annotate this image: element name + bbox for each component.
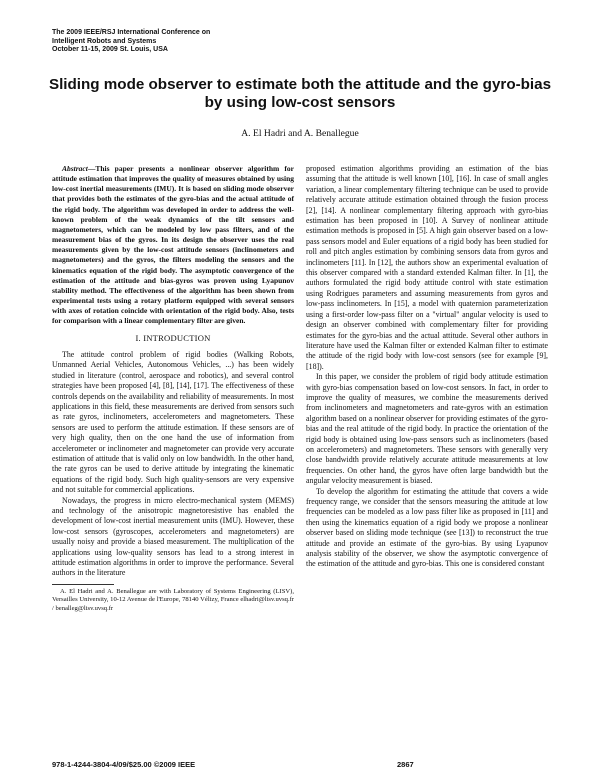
abstract-text: This paper presents a nonlinear observer algorithm for attitude estimation that improves the quality of measures obtained by using low-cost inertial measurements (IMU). It is based on sliding mode observer that provides both the estimates of the gyro-bias and the actual attitude of the rigid body. The algorithm was developed in order to address the well-known problem of the weak dynamics of the tilt sensors and magnetometers, which can be modeled by low pass filters, and of the measurement bias of the gyros. In its design the observer uses the real measurements given by the low-cost attitude sensors (inclinometers and magnetometers) and the gyros, the filters modeling the sensors and the kinematics equation of the rigid body. The asymptotic convergence of the estimation of the attitude and bias-gyros was proven using Lyapunov stability method. The effectiveness of the algorithm has been shown from experimental tests using a rotary platform equipped with several sensors with axes of rotation coincide with orientation of the rigid body. Also, tests for comparison with a linear complementary filter are given. xyxy=(52,164,294,326)
conference-line: October 11-15, 2009 St. Louis, USA xyxy=(52,46,168,54)
page-number: 2867 xyxy=(397,760,414,769)
body-paragraph: proposed estimation algorithms providing an estimation of the bias assuming that the attitude is well known [10], [16]. In case of small angles variation, a linear complementary filtering technique can be used to provide relatively accurate attitude estimation obtained through the fusion process [2], [14]. A nonlinear complementary filtering approach with gyro-bias estimation has been proposed in [10]. A Survey of nonlinear attitude estimation methods is proposed in [5]. A high gain observer based on a low-pass sensors model and Euler equations of a rigid body has been studied for roll and pitch angles estimation by combining sensors data from gyros and inclinometers [11]. In [12], the authors show an experimental evaluation of this observer compared with a standard extended Kalman filter. In [1], the authors formulated the rigid body attitude control with state estimation using Rodrigues parameters and assuming measurements from gyros and low-pass inclinometers. In [15], a model with quaternion parameterization using a first-order low-pass filter on a "virtual" angular velocity is used to design an observer combined with complementary filter for providing estimates for the gyro-bias and the actual attitude. Several other authors in literature have used the Kalman filter or extended Kalman filter to estimate the attitude of the rigid body with low-cost sensors (see for example [9], [18]). xyxy=(306,164,548,371)
author-footnote: A. El Hadri and A. Benallegue are with Laboratory of Systems Engineering (LISV), Versailles University, 10-12 Avenue de l'Europe, 78140 Vélizy, France elhadri@lisv.uvsq.fr / benalleg@lisv.uvsq.fr xyxy=(52,587,294,612)
conference-line: The 2009 IEEE/RSJ International Conference on xyxy=(52,29,211,36)
abstract-label: Abstract xyxy=(62,164,88,173)
conference-line: Intelligent Robots and Systems xyxy=(52,37,157,45)
body-paragraph: To develop the algorithm for estimating the attitude that covers a wide frequency range, we consider that the sensors measuring the attitude at low frequencies can be modeled as a low pass filter like as proposed in [11] and then using the kinematics equation of a rigid body we propose a nonlinear observer based on sliding mode technique (see [13]) to reconstruct the true attitude and provide an estimate of the gyro-bias. By using Lyapunov analysis stability of the observer, we show the asymptotic convergence of the estimation of the attitude and gyro-bias. This one is considered constant xyxy=(306,486,548,569)
paper-title: Sliding mode observer to estimate both the attitude and the gyro-bias by using low-cost sensors xyxy=(48,76,552,111)
isbn-copyright: 978-1-4244-3804-4/09/$25.00 ©2009 IEEE xyxy=(52,760,196,769)
body-paragraph: Nowadays, the progress in micro electro-mechanical system (MEMS) and technology of the anisotropic magnetoresistive has enabled the development of low-cost inertial measurement units (IMU). However, these low-cost sensors (gyroscopes, accelerometers and magnetometers) are usually noisy and provide a biased measurement. The multiplication of the applications using low-quality sensors has lead to a strong interest in attitude estimation algorithms in order to improve the performance. Several authors in the literature xyxy=(52,495,294,578)
footnote-rule xyxy=(52,584,114,585)
right-column xyxy=(306,164,548,570)
left-column xyxy=(52,164,294,613)
section-heading: I. INTRODUCTION xyxy=(135,332,211,343)
body-paragraph: In this paper, we consider the problem of rigid body attitude estimation with gyro-bias compensation based on low-cost sensors. In fact, in order to improve the quality of measures, we combine the measurements derived from inclinometers and magnetometers and rate-gyros with an estimation algorithm based on a nonlinear observer for providing estimates of the gyro-bias and the real attitude of the rigid body. In practice the orientation of the rigid body is obtained using low-pass sensors such as inclinometers (based on accelerometers) and magnetometers. These sensors with generally very close bandwidth provide relatively accurate attitude measurements at low frequencies. On other hand, the gyros have often large bandwidth but the angular velocity measurement is biased. xyxy=(306,372,548,486)
body-paragraph: The attitude control problem of rigid bodies (Walking Robots, Unmanned Aerial Vehicles, Autonomous Vehicles, ...) has been widely studied in literature (control, aerospace and robotics), and several control strategies have been proposed [4], [8], [14], [17]. The effectiveness of these controls depends on the availability and reliability of measurements. In most applications in this field, these measurements are derived from sensors such as rate gyros, inclinometers, accelerometers and magnetometers. These sensors are used to perform the attitude estimation. If these sensors are of very high quality, then on the one hand the use of information from accelerometer or inclinometer and magnetometer can provide very accurate estimation of attitude that is valid only on low bandwidth. In the other hand, the rate gyros can be used to derive attitude by integrating the kinematic equations of the rigid body. Such high quality-sensors are very expensive and not suitable for commercial applications. xyxy=(52,349,294,495)
paper-authors: A. El Hadri and A. Benallegue xyxy=(241,128,359,139)
abstract: Abstract—This paper presents a nonlinear observer algorithm for attitude estimation that improves the quality of measures obtained by using low-cost inertial measurements (IMU). It is based on sliding mode observer that provides both the estimates of the gyro-bias and the actual attitude of the rigid body. The algorithm was developed in order to address the well-known problem of the weak dynamics of the tilt sensors and magnetometers, which can be modeled by low pass filters, and of the measurement bias of the gyros. In its design the observer uses the real measurements given by the low-cost attitude sensors (inclinometers and magnetometers) and the gyros, the filters modeling the sensors and the kinematics equation of the rigid body. The asymptotic convergence of the estimation of the attitude and bias-gyros was proven using Lyapunov stability method. The effectiveness of the algorithm has been shown from experimental tests using a rotary platform equipped with several sensors with axes of rotation coincide with orientation of the rigid body. Also, tests for comparison with a linear complementary filter are given. xyxy=(52,164,294,326)
conference-header xyxy=(52,29,312,55)
